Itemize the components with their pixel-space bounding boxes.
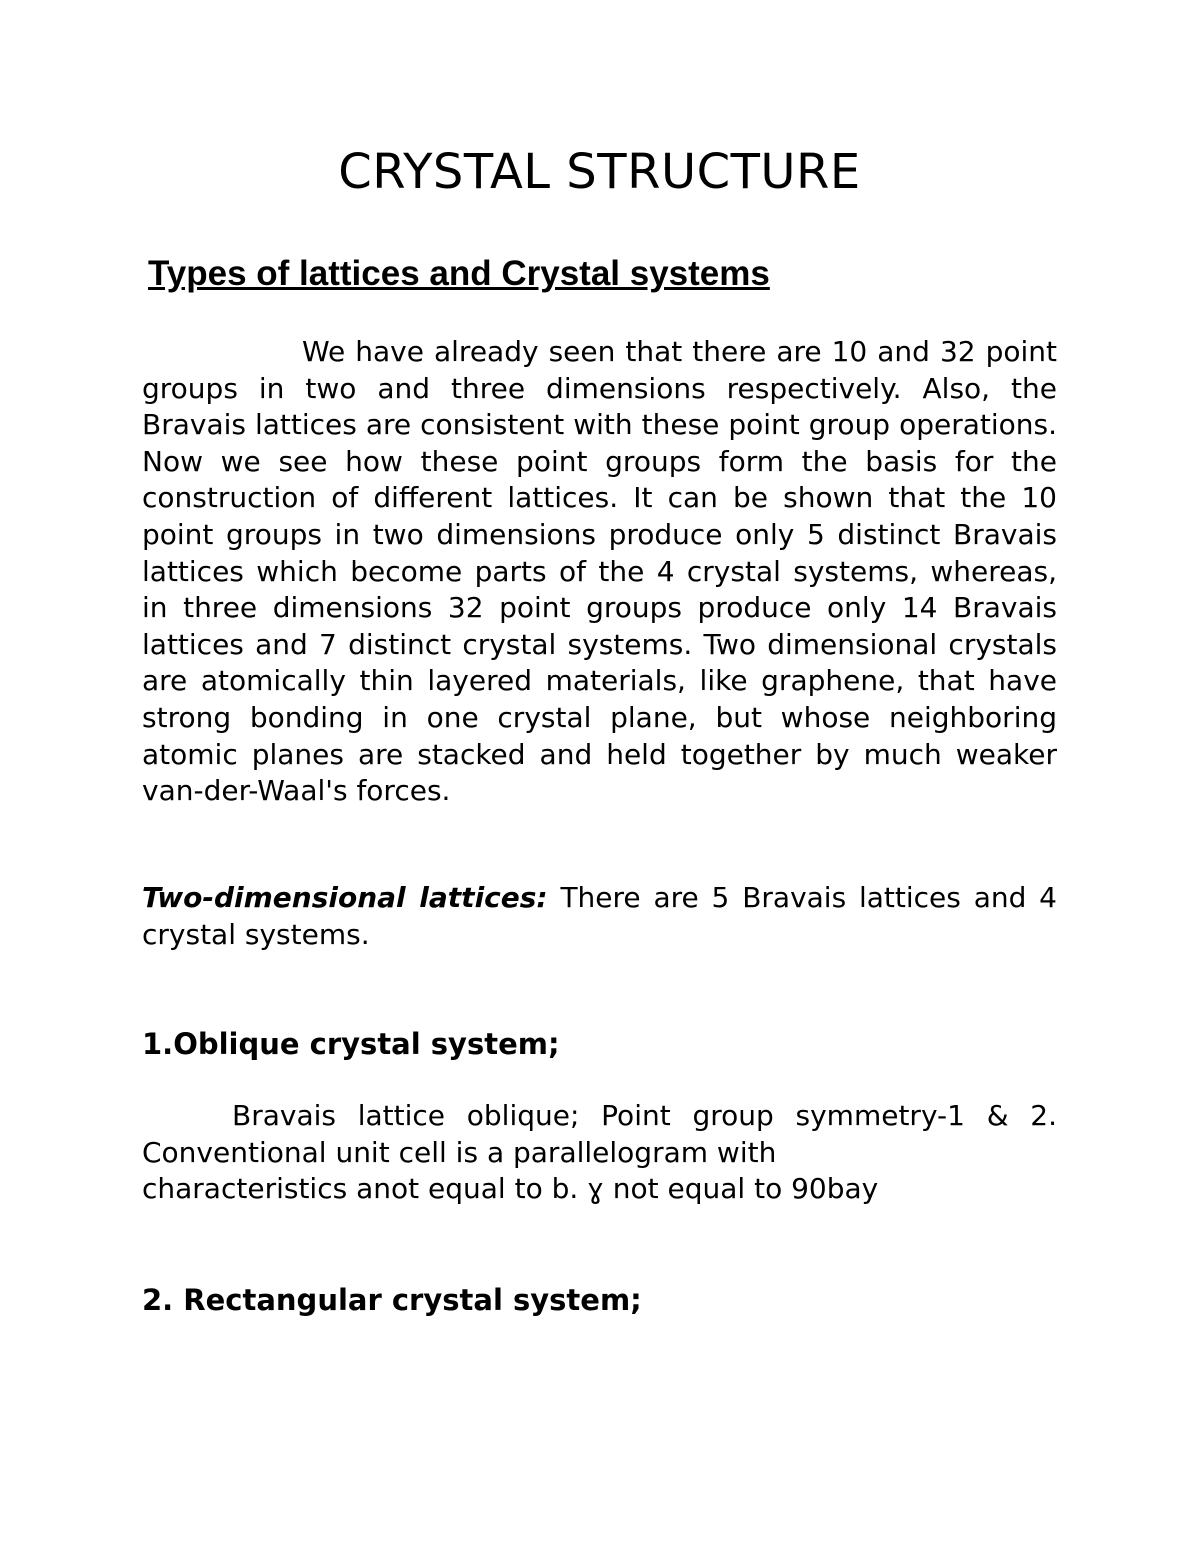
two-dimensional-label: Two-dimensional lattices: [142, 881, 548, 914]
two-dimensional-paragraph [142, 880, 1057, 953]
two-dimensional-text: There are 5 Bravais lattices and 4 crystal systems. [142, 881, 1057, 951]
oblique-text: Bravais lattice oblique; Point group symmetry-1 & 2. Conventional unit cell is a parallelogram with [142, 1099, 1057, 1169]
document-title: CRYSTAL STRUCTURE [338, 144, 861, 200]
oblique-last-line: characteristics anot equal to b. ɣ not equal to 90bay [142, 1172, 879, 1206]
oblique-heading: 1.Oblique crystal system; [142, 1027, 560, 1061]
document-page [142, 140, 1057, 1317]
oblique-paragraph [142, 1098, 1057, 1208]
intro-text: We have already seen that there are 10 and 32 point groups in two and three dimensions respectively. Also, the Bravais lattices are consistent with these point group operations. Now we see how these point groups form the basis for the construction of different lattices. It can be shown that the 10 point groups in two dimensions produce only 5 distinct Bravais lattices which become parts of the 4 crystal systems, whereas, in three dimensions 32 point groups produce only 14 Bravais lattices and 7 distinct crystal systems. Two dimensional crystals are atomically thin layered materials, like graphene, that have strong bonding in one crystal plane, but whose neighboring atomic planes are stacked and held together by much weaker van-der-Waal's forces. [142, 335, 1057, 808]
section-heading: Types of lattices and Crystal systems [148, 254, 770, 293]
rectangular-heading: 2. Rectangular crystal system; [142, 1283, 642, 1317]
intro-paragraph [142, 334, 1057, 810]
